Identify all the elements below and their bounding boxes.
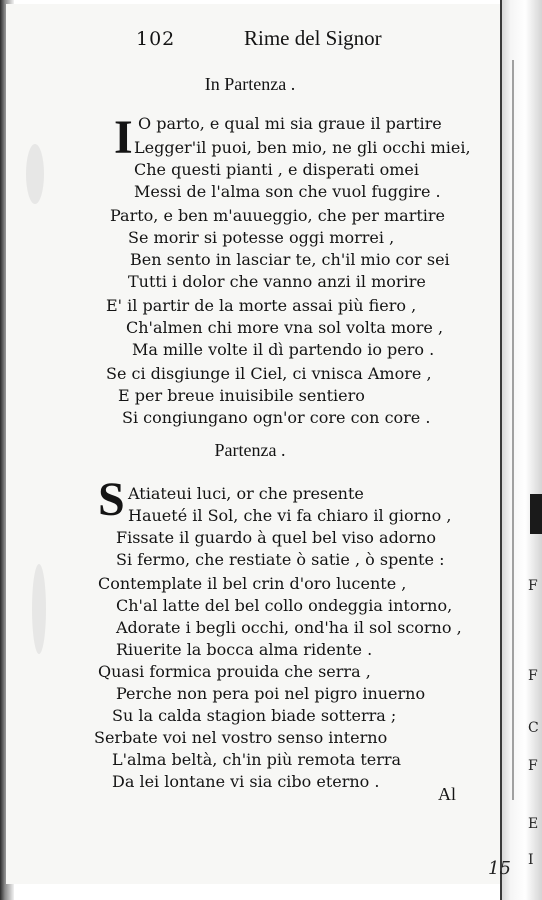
poem-line: E per breue inuisibile sentiero	[118, 386, 365, 405]
poem-line: Parto, e ben m'auueggio, che per martire	[110, 206, 446, 225]
spine-fold-line	[512, 60, 514, 800]
poem-line: Ben sento in lasciar te, ch'il mio cor sei	[130, 250, 450, 269]
paper-stain	[32, 564, 46, 654]
poem-line: Se ci disgiunge il Ciel, ci vnisca Amore ,	[106, 364, 432, 383]
paper-stain	[26, 144, 44, 204]
poem-line: Contemplate il bel crin d'oro lucente ,	[98, 574, 407, 593]
poem-line: O parto, e qual mi sia graue il partire	[138, 114, 442, 133]
poem-line: Si fermo, che restiate ò satie , ò spente :	[116, 550, 445, 569]
drop-cap: I	[114, 111, 133, 164]
poem-title-in-partenza: In Partenza .	[204, 74, 296, 94]
spine-shadow	[530, 494, 542, 534]
poem-line: Quasi formica prouida che serra ,	[98, 662, 371, 681]
page-number: 102	[136, 28, 176, 50]
bleed-letter: C	[528, 720, 539, 736]
poem-line: E' il partir de la morte assai più fiero ,	[106, 296, 417, 315]
poem-line: Adorate i begli occhi, ond'ha il sol scorno ,	[116, 618, 462, 637]
poem-line: Riuerite la bocca alma ridente .	[116, 640, 373, 659]
poem-line: Fissate il guardo à quel bel viso adorno	[116, 528, 437, 547]
poem-line: Si congiungano ogn'or core con core .	[122, 408, 431, 427]
poem-line: Haueté il Sol, che vi fa chiaro il giorno ,	[128, 506, 452, 525]
poem-line: Atiateui luci, or che presente	[128, 484, 364, 503]
running-head: Rime del Signor	[244, 26, 382, 50]
poem-line: Se morir si potesse oggi morrei ,	[128, 228, 395, 247]
bleed-letter: F	[528, 578, 538, 594]
poem-line: Ma mille volte il dì partendo io pero .	[132, 340, 435, 359]
bleed-letter: F	[528, 668, 538, 684]
poem-title-partenza: Partenza .	[214, 440, 286, 460]
poem-line: Su la calda stagion biade sotterra ;	[112, 706, 397, 725]
bleed-letter: F	[528, 758, 538, 774]
poem-line: Ch'al latte del bel collo ondeggia intorno,	[116, 596, 453, 615]
bleed-letter: E	[528, 816, 539, 832]
drop-cap: S	[98, 473, 125, 526]
poem-line: Legger'il puoi, ben mio, ne gli occhi miei,	[134, 138, 471, 157]
poem-line: Che questi pianti , e disperati omei	[134, 160, 420, 179]
poem-line: Serbate voi nel vostro senso interno	[94, 728, 388, 747]
catchword: Al	[438, 784, 456, 804]
poem-line: Perche non pera poi nel pigro inuerno	[116, 684, 426, 703]
bleed-letter: I	[528, 852, 534, 868]
poem-line: Messi de l'alma son che vuol fuggire .	[134, 182, 441, 201]
poem-line: Tutti i dolor che vanno anzi il morire	[128, 272, 426, 291]
poem-line: Da lei lontane vi sia cibo eterno .	[112, 772, 380, 791]
page-corner-mark: 15	[488, 858, 511, 879]
poem-line: L'alma beltà, ch'in più remota terra	[112, 750, 402, 769]
poem-line: Ch'almen chi more vna sol volta more ,	[126, 318, 444, 337]
